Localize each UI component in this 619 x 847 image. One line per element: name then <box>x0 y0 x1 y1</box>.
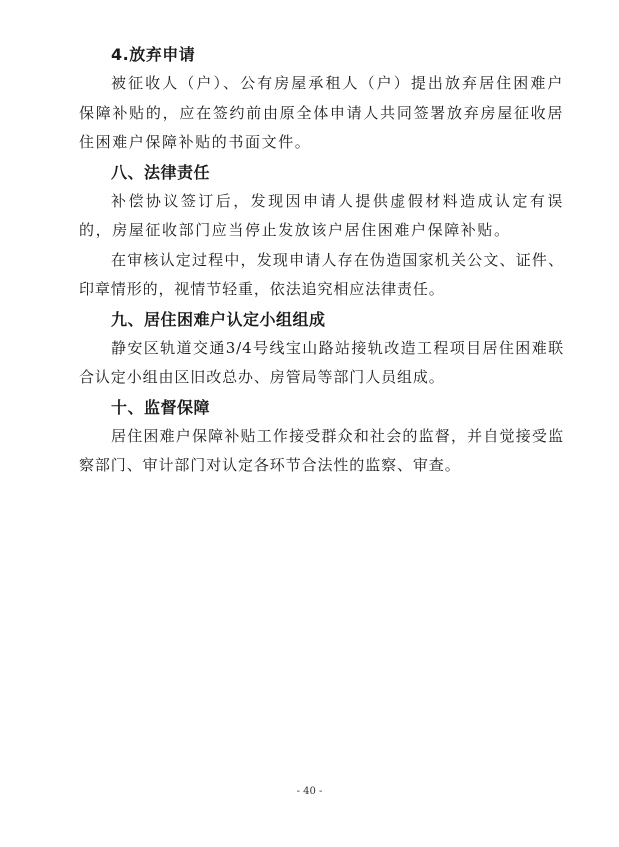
section-heading-legal-liability: 八、法律责任 <box>111 162 211 182</box>
section-heading-give-up-application: 4.放弃申请 <box>111 45 196 64</box>
paragraph-legal-liability-1: 补偿协议签订后，发现因申请人提供虚假材料造成认定有误的，房屋征收部门应当停止发放该户居住困难户保障补贴。 <box>79 191 564 239</box>
paragraph-supervision: 居住困难户保障补贴工作接受群众和社会的监督，并自觉接受监察部门、审计部门对认定各环节合法性的监察、审查。 <box>79 426 564 474</box>
section-heading-committee: 九、居住困难户认定小组组成 <box>111 309 326 329</box>
paragraph-give-up-application: 被征收人（户）、公有房屋承租人（户）提出放弃居住困难户保障补贴的，应在签约前由原全体申请人共同签署放弃房屋征收居住困难户保障补贴的书面文件。 <box>79 74 564 151</box>
paragraph-committee: 静安区轨道交通3/4号线宝山路站接轨改造工程项目居住困难联合认定小组由区旧改总办、房管局等部门人员组成。 <box>79 338 564 386</box>
document-body <box>79 40 564 481</box>
section-heading-supervision: 十、监督保障 <box>111 397 211 417</box>
page-number: - 40 - <box>296 786 323 797</box>
paragraph-legal-liability-2: 在审核认定过程中，发现申请人存在伪造国家机关公文、证件、印章情形的，视情节轻重，依法追究相应法律责任。 <box>79 250 564 298</box>
